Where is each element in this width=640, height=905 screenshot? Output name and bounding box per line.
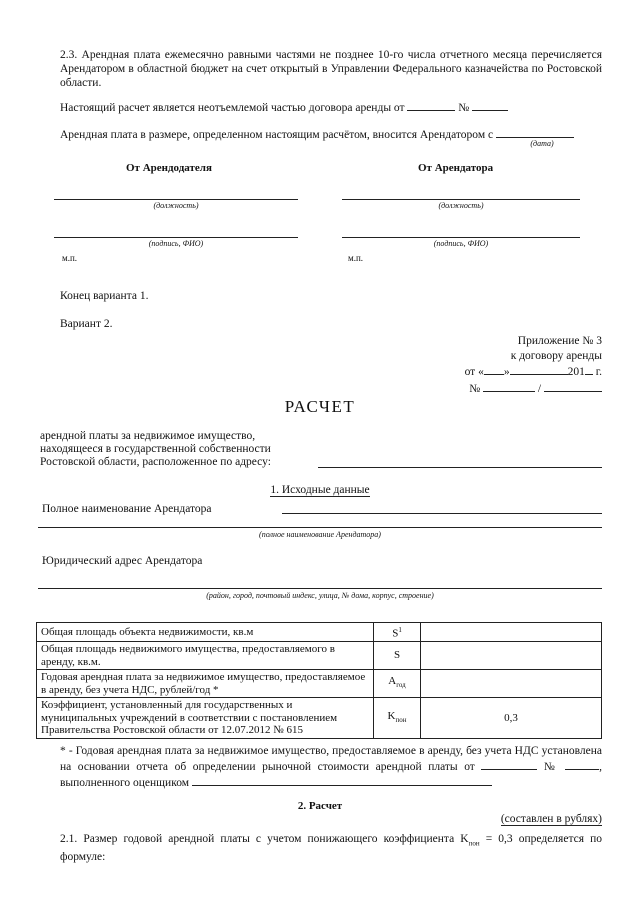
tenant-name-line-2[interactable] [38,527,602,528]
row-description: Общая площадь недвижимого имущества, предоставляемого в аренду, кв.м. [37,642,374,670]
landlord-signature-caption: (подпись, ФИО) [148,239,204,248]
footnote-appraiser-blank[interactable] [192,774,492,786]
section-1-title: 1. Исходные данные [270,484,370,496]
appendix-no-sign: № [469,382,481,395]
row-description: Годовая арендная плата за недвижимое имущество, предоставляемое в аренду, без учета НДС, рублей/год * [37,670,374,698]
table-row [37,670,602,698]
row-value[interactable] [421,623,602,642]
paragraph-2-3: 2.3. Арендная плата ежемесячно равными частями не позднее 10-го числа отчетного месяца перечисляется Арендатором в областной бюджет на счет открытый в Управлении Федерального казначейства по Ростовской области. [60,49,602,89]
appendix-year-blank[interactable] [585,363,593,375]
tenant-signature-line[interactable] [342,237,580,238]
appendix-date-close-quote: » [503,366,510,378]
appendix-day-blank[interactable] [484,363,504,375]
document-title: РАСЧЕТ [284,397,356,416]
appendix-year-suffix: г. [595,366,602,378]
appendix-number: Приложение № 3 [517,335,602,347]
row-value[interactable] [421,670,602,698]
paragraph-2-1 [60,832,602,864]
table-row [37,698,602,739]
property-address-line[interactable] [318,467,602,468]
row-symbol [374,642,421,670]
appendix-year: 201 [567,366,585,378]
appendix-date-open-quote: от « [464,366,484,378]
subtitle-line-2: находящееся в государственной собственности [40,443,271,455]
row-value[interactable] [421,642,602,670]
date-caption: (дата) [530,139,554,148]
row-description: Общая площадь объекта недвижимости, кв.м [37,623,374,642]
landlord-position-caption: (должность) [153,201,199,210]
appendix-no-blank-1[interactable] [483,380,535,392]
coefficient-subscript: пон [468,839,480,848]
footnote-text: * - Годовая арендная плата за недвижимое имущество, предоставляемое в аренду, без учета НДС установлена на основании отчета об определении рыночной стоимости арендной платы от [60,745,602,773]
appendix-no-slash: / [537,382,542,395]
appendix-no-blank-2[interactable] [544,380,602,392]
symbol-subscript: пон [395,715,407,724]
document-subtitle [40,430,271,469]
contract-date-blank[interactable] [407,99,455,111]
footnote [60,744,602,790]
end-of-variant-1: Конец варианта 1. [60,290,149,302]
footnote-report-number-blank[interactable] [565,758,599,770]
landlord-position-line[interactable] [54,199,298,200]
symbol-letter: S [393,649,401,662]
tenant-name-label: Полное наименование Арендатора [42,503,212,515]
source-data-table [36,622,602,739]
symbol-letter: S [392,627,399,640]
tenant-position-line[interactable] [342,199,580,200]
table-row [37,642,602,670]
row-symbol [374,698,421,739]
paragraph-2-1-prefix: 2.1. Размер годовой арендной платы с учетом понижающего коэффициента [60,833,455,845]
table-row [37,623,602,642]
contract-number-sign: № [458,102,470,114]
paragraph-2-1-suffix: = 0,3 определяется по формуле: [60,833,603,864]
symbol-subscript: год [396,681,406,690]
row-description: Коэффициент, установленный для государственных и муниципальных учреждений в соответствии с постановлением Правительства Ростовской области от 12.07.2012 № 615 [37,698,374,739]
tenant-name-line-1[interactable] [282,513,602,514]
footnote-appraiser-text: , выполненного оценщиком [60,761,602,789]
tenant-heading: От Арендатора [418,162,494,174]
contract-reference-text: Настоящий расчет является неотъемлемой частью договора аренды от [60,102,405,114]
subtitle-line-3: Ростовской области, расположенное по адресу: [40,456,271,468]
row-symbol [374,670,421,698]
contract-number-blank[interactable] [472,99,508,111]
tenant-address-line[interactable] [38,588,602,589]
symbol-letter: K [387,709,396,722]
symbol-letter: A [388,675,397,688]
appendix-to-contract: к договору аренды [510,349,602,362]
landlord-stamp-place: м.п. [62,253,78,263]
tenant-address-label: Юридический адрес Арендатора [42,555,203,567]
footnote-report-date-blank[interactable] [481,758,537,770]
row-value: 0,3 [421,698,602,739]
symbol-superscript: 1 [398,626,402,634]
payment-start-text: Арендная плата в размере, определенном настоящим расчётом, вносится Арендатором с [60,129,494,141]
section-1-heading [0,484,640,496]
coefficient-symbol: K [460,833,469,845]
appendix-date-line [465,363,602,380]
tenant-stamp-place: м.п. [348,253,364,263]
appendix-number-line [465,380,602,397]
tenant-name-caption: (полное наименование Арендатора) [259,530,381,539]
footnote-no-sign: № [543,761,559,773]
in-rubles-note [501,813,602,825]
appendix-month-blank[interactable] [510,363,568,375]
tenant-address-caption: (район, город, почтовый индекс, улица, № дома, корпус, строение) [206,591,434,600]
landlord-signature-line[interactable] [54,237,298,238]
tenant-position-caption: (должность) [438,201,484,210]
contract-reference-line [60,99,605,114]
variant-2-heading: Вариант 2. [60,318,113,330]
landlord-heading: От Арендодателя [126,162,212,174]
payment-start-date-blank[interactable] [496,126,574,138]
section-2-heading: 2. Расчет [297,800,343,812]
tenant-signature-caption: (подпись, ФИО) [433,239,489,248]
subtitle-line-1: арендной платы за недвижимое имущество, [40,430,256,442]
row-symbol [374,623,421,642]
in-rubles-text: (составлен в рублях) [500,813,602,825]
appendix-header [465,334,602,396]
